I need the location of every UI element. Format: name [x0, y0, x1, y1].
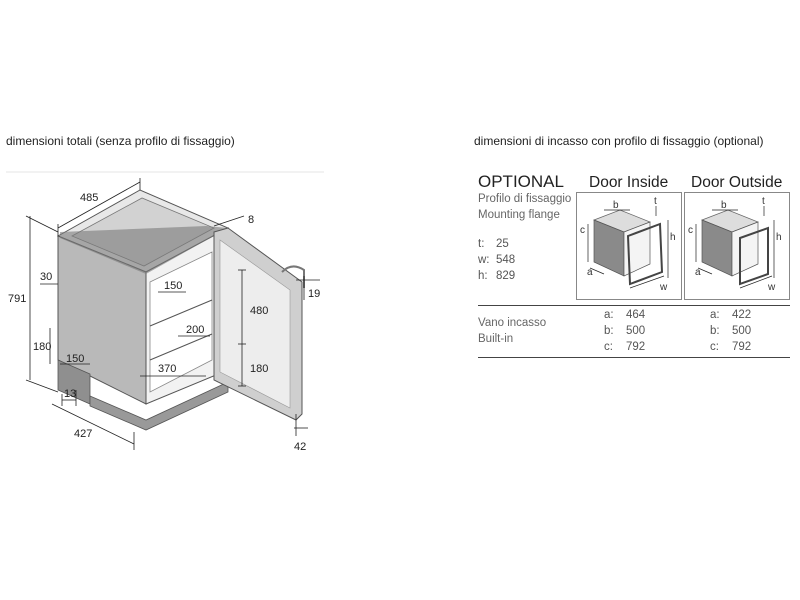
dim-30: 30	[40, 271, 53, 283]
label-a-outside: a	[695, 267, 701, 278]
label-t-inside: t	[654, 196, 657, 207]
dim-42: 42	[294, 441, 307, 453]
dim-427: 427	[74, 428, 93, 440]
flange-dim-value: 548	[496, 254, 516, 266]
label-c-outside: c	[688, 225, 693, 236]
dim-13: 13	[64, 388, 77, 400]
dim-8: 8	[248, 214, 255, 226]
divider-top	[478, 305, 790, 306]
divider-bottom	[478, 357, 790, 358]
dim-150-lower: 150	[66, 353, 85, 365]
dim-180-left: 180	[33, 341, 52, 353]
label-t-outside: t	[762, 196, 765, 207]
flange-dim-key: t:	[478, 238, 485, 250]
built-in-label-it: Vano incasso	[478, 317, 547, 329]
label-a-inside: a	[587, 267, 593, 278]
label-b-inside: b	[613, 200, 619, 211]
dim-791: 791	[8, 293, 27, 305]
door-outside-title: Door Outside	[691, 174, 783, 191]
label-h-outside: h	[776, 232, 782, 243]
dim-370: 370	[158, 363, 177, 375]
label-b-outside: b	[721, 200, 727, 211]
dim-480: 480	[250, 305, 269, 317]
dim-200: 200	[186, 324, 205, 336]
dim-150-shelf: 150	[164, 280, 183, 292]
label-c-inside: c	[580, 225, 585, 236]
built-in-dimensions-caption: dimensioni di incasso con profilo di fissaggio (optional)	[474, 134, 764, 148]
inside-value-c: c: 792	[604, 341, 646, 353]
dim-485: 485	[80, 192, 99, 204]
outside-value-c: c: 792	[710, 341, 752, 353]
flange-dim-key: h:	[478, 270, 488, 282]
flange-label-en: Mounting flange	[478, 209, 560, 221]
label-w-inside: w	[660, 282, 668, 293]
dim-180-right: 180	[250, 363, 269, 375]
label-h-inside: h	[670, 232, 676, 243]
label-w-outside: w	[768, 282, 776, 293]
inside-value-b: b: 500	[604, 325, 646, 337]
dim-19: 19	[308, 288, 321, 300]
built-in-label-en: Built-in	[478, 333, 514, 345]
flange-dim-t	[478, 238, 509, 250]
flange-dim-value: 25	[496, 238, 509, 250]
door-inside-title: Door Inside	[589, 174, 669, 191]
outside-value-a: a: 422	[710, 309, 752, 321]
flange-dim-value: 829	[496, 270, 516, 282]
flange-dim-key: w:	[478, 254, 490, 266]
inside-value-a: a: 464	[604, 309, 646, 321]
flange-dim-h	[478, 270, 515, 282]
outside-value-b: b: 500	[710, 325, 752, 337]
optional-title: OPTIONAL	[478, 172, 564, 191]
flange-dim-w	[478, 254, 515, 266]
flange-label-it: Profilo di fissaggio	[478, 193, 572, 205]
overall-dimensions-caption: dimensioni totali (senza profilo di fissaggio)	[6, 134, 235, 148]
